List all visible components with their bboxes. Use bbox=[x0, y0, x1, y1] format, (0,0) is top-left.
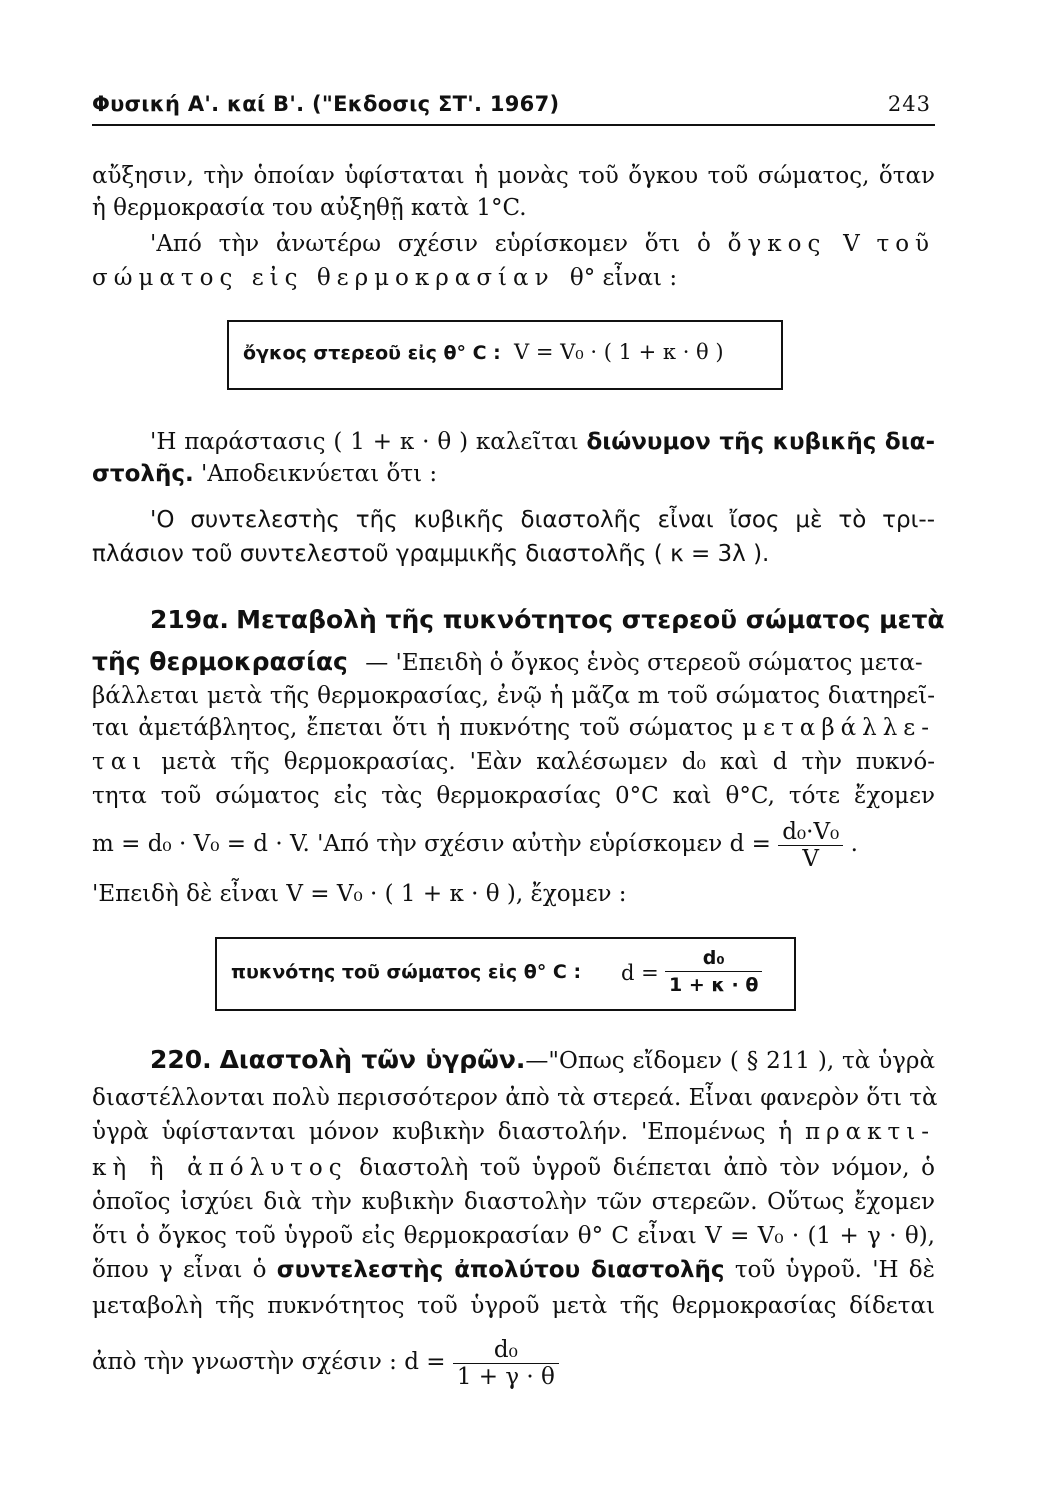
spaced-text: μεταβάλλε- bbox=[742, 715, 935, 741]
formula-box-volume bbox=[227, 320, 783, 390]
text-line bbox=[92, 458, 935, 490]
text-span: μετὰ τῆς θερμοκρασίας. 'Εὰν καλέσωμεν d₀ καὶ d τὴν πυκνό- bbox=[161, 749, 936, 775]
text-span: . bbox=[850, 831, 858, 857]
text-line bbox=[150, 228, 935, 260]
formula-box-density bbox=[215, 937, 796, 1011]
spaced-text: ται bbox=[92, 749, 148, 775]
spaced-text: ὄγκος bbox=[727, 231, 827, 257]
fraction bbox=[665, 945, 762, 998]
section-number: 219α. bbox=[150, 605, 229, 634]
running-title: Φυσική Α'. καί Β'. ("Εκδοσις ΣΤ'. 1967) bbox=[92, 92, 560, 116]
fraction-denominator: 1 + κ · θ bbox=[669, 974, 759, 996]
text-span: ὑγρὰ ὑφίστανται μόνον κυβικὴν διαστολήν. 'Επομένως ἡ bbox=[92, 1119, 793, 1145]
page-number: 243 bbox=[887, 92, 931, 116]
symbol-V: V bbox=[843, 231, 860, 257]
text-line bbox=[92, 1152, 935, 1184]
text-span: 'Από τὴν ἀνωτέρω σχέσιν εὑρίσκομεν ὅτι ὁ bbox=[150, 231, 711, 257]
text-line: 'Ο συντελεστὴς τῆς κυβικῆς διαστολῆς εἶναι ἴσος μὲ τὸ τρι-- bbox=[150, 507, 935, 533]
text-line: τητα τοῦ σώματος εἰς τὰς θερμοκρασίας 0°C καὶ θ°C, τότε ἔχομεν bbox=[92, 783, 935, 809]
text-span: ὅπου γ εἶναι ὁ bbox=[92, 1257, 267, 1283]
text-span: διαστολὴ τοῦ ὑγροῦ διέπεται ἀπὸ τὸν νόμον, ὁ bbox=[359, 1155, 935, 1181]
section-title: Διαστολὴ τῶν ὑγρῶν. bbox=[219, 1045, 526, 1074]
section-heading bbox=[150, 604, 945, 637]
text-span: — 'Επειδὴ ὁ ὄγκος ἑνὸς στερεοῦ σώματος μετα- bbox=[365, 650, 923, 676]
page-header bbox=[92, 84, 935, 124]
spaced-text: σώματος εἰς θερμοκρασίαν bbox=[92, 265, 555, 291]
section-number: 220. bbox=[150, 1045, 212, 1074]
text-line bbox=[92, 712, 935, 744]
formula: V = V₀ · ( 1 + κ · θ ) bbox=[514, 340, 724, 364]
text-line: ὁποῖος ἰσχύει διὰ τὴν κυβικὴν διαστολὴν τῶν στερεῶν. Οὕτως ἔχομεν bbox=[92, 1189, 935, 1215]
spaced-text: κὴ ἢ ἀπόλυτος bbox=[92, 1155, 348, 1181]
section-heading bbox=[150, 1044, 935, 1077]
text-span: —"Οπως εἴδομεν ( § 211 ), τὰ ὑγρὰ bbox=[525, 1048, 935, 1074]
text-span: m = d₀ · V₀ = d · V. 'Από τὴν σχέσιν αὐτὴν εὑρίσκομεν d = bbox=[92, 831, 771, 857]
header-rule bbox=[92, 124, 935, 126]
text-span: τοῦ ὑγροῦ. 'Η δὲ bbox=[734, 1257, 936, 1283]
text-span: 'Αποδεικνύεται ὅτι : bbox=[201, 461, 438, 487]
fraction-numerator: d₀ bbox=[665, 945, 762, 972]
text-span: ἀπὸ τὴν γνωστὴν σχέσιν : d = bbox=[92, 1349, 446, 1375]
fraction-numerator: d₀ bbox=[453, 1337, 559, 1364]
text-span: ται ἀμετάβλητος, ἔπεται ὅτι ἡ πυκνότης τοῦ σώματος bbox=[92, 715, 734, 741]
text-line: 'Επειδὴ δὲ εἶναι V = V₀ · ( 1 + κ · θ ), ἔχομεν : bbox=[92, 881, 627, 907]
text-line: διαστέλλονται πολὺ περισσότερον ἀπὸ τὰ στερεά. Εἶναι φανερὸν ὅτι τὰ bbox=[92, 1085, 938, 1111]
fraction-numerator: d₀·V₀ bbox=[778, 819, 843, 846]
equation-line bbox=[92, 814, 935, 874]
text-line: πλάσιον τοῦ συντελεστοῦ γραμμικῆς διαστολῆς ( κ = 3λ ). bbox=[92, 541, 770, 567]
text-line bbox=[92, 746, 935, 778]
text-line bbox=[150, 426, 935, 458]
text-line bbox=[92, 262, 935, 294]
formula-label: ὄγκος στερεοῦ εἰς θ° C : bbox=[243, 342, 501, 364]
bold-term: συντελεστὴς ἀπολύτου διαστολῆς bbox=[276, 1257, 725, 1283]
section-title: τῆς θερμοκρασίας bbox=[92, 647, 348, 676]
bold-term: στολῆς. bbox=[92, 461, 194, 487]
text-span: 'Η παράστασις ( 1 + κ · θ ) καλεῖται bbox=[150, 429, 579, 455]
spaced-text: πρακτι- bbox=[804, 1119, 935, 1145]
fraction bbox=[778, 819, 843, 872]
fraction-denominator: 1 + γ · θ bbox=[456, 1363, 555, 1390]
text-line bbox=[92, 1116, 935, 1148]
text-line: ὅτι ὁ ὄγκος τοῦ ὑγροῦ εἰς θερμοκρασίαν θ° C εἶναι V = V₀ · (1 + γ · θ), bbox=[92, 1223, 935, 1249]
text-span: θ° εἶναι : bbox=[569, 265, 678, 291]
text-line: ἡ θερμοκρασία του αὐξηθῇ κατὰ 1°C. bbox=[92, 195, 527, 221]
text-line bbox=[92, 1254, 935, 1286]
spaced-text: τοῦ bbox=[876, 231, 936, 257]
fraction-denominator: V bbox=[802, 845, 820, 872]
equation-line bbox=[92, 1330, 935, 1394]
bold-term: διώνυμον τῆς κυβικῆς δια- bbox=[586, 429, 936, 455]
fraction bbox=[453, 1337, 559, 1390]
text-line: βάλλεται μετὰ τῆς θερμοκρασίας, ἐνῷ ἡ μᾶζα m τοῦ σώματος διατηρεῖ- bbox=[92, 683, 935, 709]
section-title: Μεταβολὴ τῆς πυκνότητος στερεοῦ σώματος μετὰ bbox=[236, 605, 945, 634]
formula-lhs: d = bbox=[621, 961, 659, 985]
text-line bbox=[92, 646, 935, 679]
text-line: αὔξησιν, τὴν ὁποίαν ὑφίσταται ἡ μονὰς τοῦ ὄγκου τοῦ σώματος, ὅταν bbox=[92, 163, 935, 189]
formula-label: πυκνότης τοῦ σώματος εἰς θ° C : bbox=[231, 961, 582, 983]
text-line: μεταβολὴ τῆς πυκνότητος τοῦ ὑγροῦ μετὰ τῆς θερμοκρασίας δίδεται bbox=[92, 1293, 935, 1319]
